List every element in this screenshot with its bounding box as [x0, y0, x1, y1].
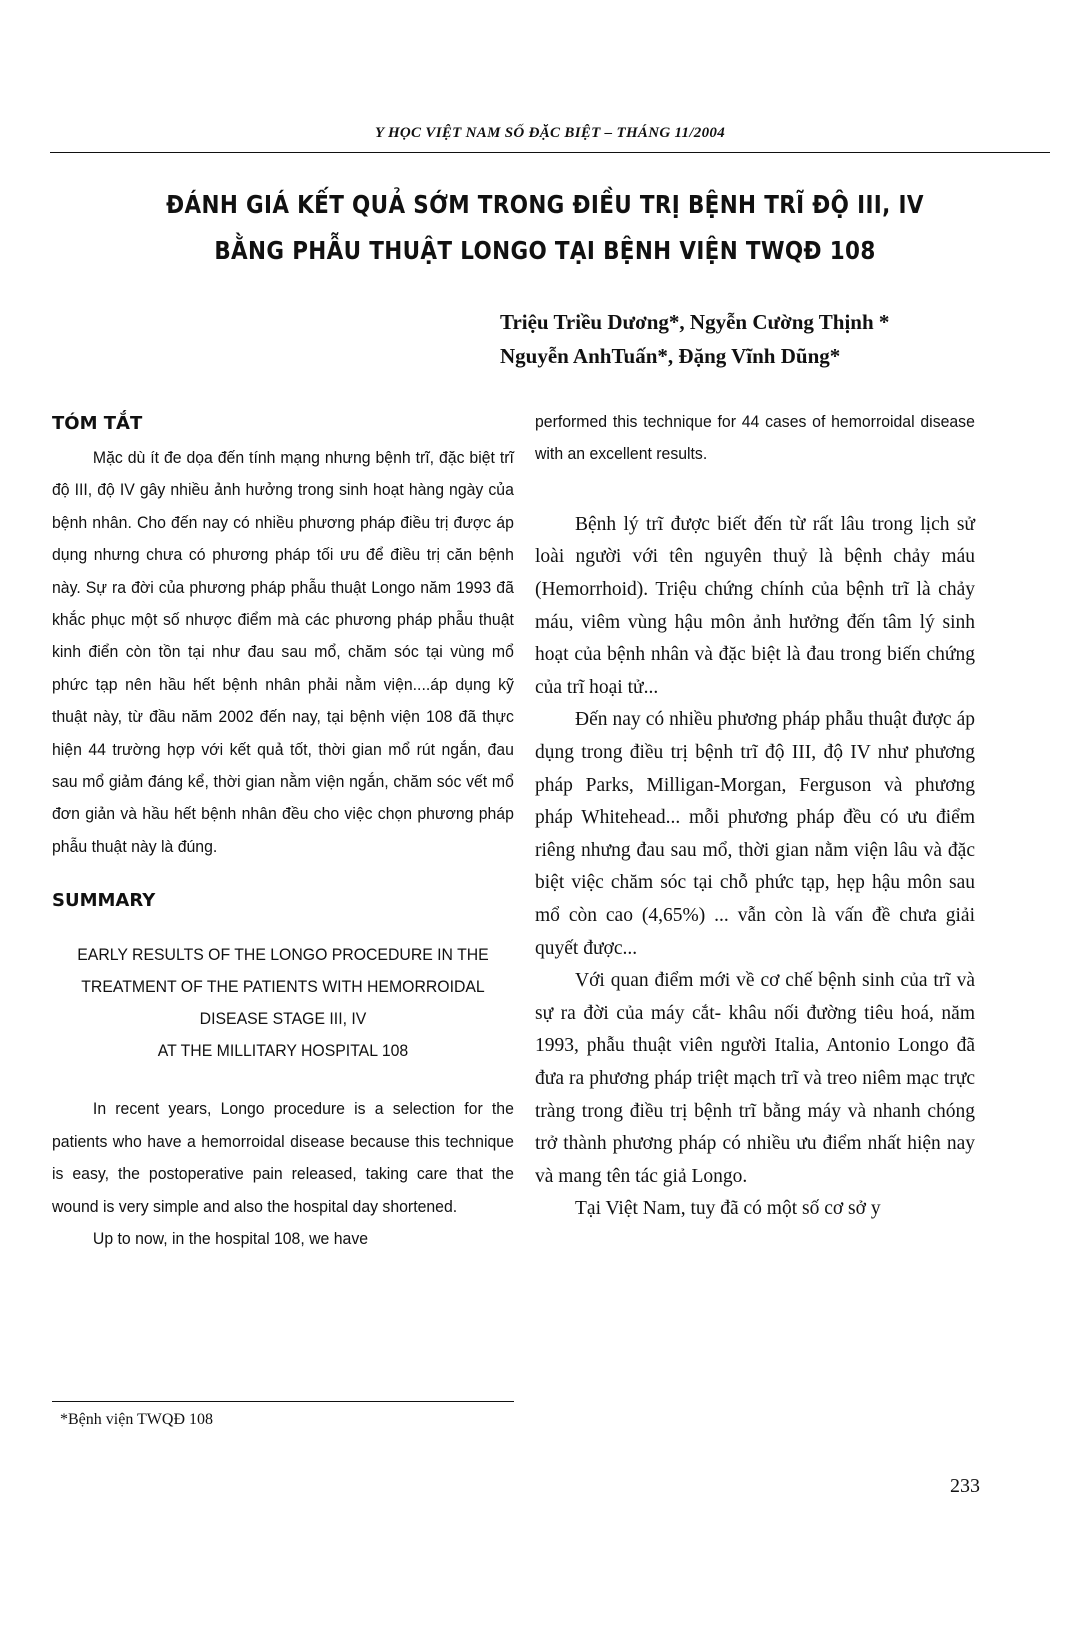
summary-heading: SUMMARY	[52, 890, 156, 912]
english-title-line-2: TREATMENT OF THE PATIENTS WITH HEMORROIDAL	[81, 977, 485, 997]
tom-tat-heading: TÓM TẮT	[52, 413, 143, 434]
english-title	[52, 939, 514, 1067]
right-column	[535, 410, 975, 1226]
title-line-2: BẰNG PHẪU THUẬT LONGO TẠI BỆNH VIỆN TWQĐ 108	[214, 236, 876, 265]
summary-continued: performed this technique for 44 cases of hemorroidal disease with an excellent results.	[535, 412, 975, 464]
tom-tat-paragraph: Mặc dù ít đe dọa đến tính mạng nhưng bệnh trĩ, đặc biệt trĩ độ III, độ IV gây nhiều ảnh hưởng trong sinh hoạt hàng ngày của bệnh nhân. Cho đến nay có nhiều phương pháp điều trị được áp dụng nhưng chưa có phương pháp tối ưu để điều trị căn bệnh này. Sự ra đời của phương pháp phẫu thuật Longo năm 1993 đã khắc phục một số nhược điểm mà các phương pháp phẫu thuật kinh điển còn tồn tại như đau sau mổ, chăm sóc tại vùng mổ phức tạp nên hầu hết bệnh nhân phải nằm viện....áp dụng kỹ thuật này, từ đầu năm 2002 đến nay, tại bệnh viện 108 đã thực hiện 44 trường hợp với kết quả tốt, thời gian mổ rút ngắn, đau sau mổ giảm đáng kể, thời gian nằm viện ngắn, chăm sóc vết mổ đơn giản và hầu hết bệnh nhân đều cho việc chọn phương pháp phẫu thuật này là đúng.	[52, 448, 514, 856]
article-title	[128, 182, 962, 274]
left-column	[52, 410, 514, 1255]
body-paragraph-1: Bệnh lý trĩ được biết đến từ rất lâu trong lịch sử loài người với tên nguyên thuỷ là bệnh chảy máu (Hemorrhoid). Triệu chứng chính của bệnh trĩ là chảy máu, viêm vùng hậu môn ảnh hưởng đến tâm lý sinh hoạt của bệnh nhân và đặc biệt là đau trong biến chứng của trĩ hoại tử...	[535, 513, 975, 698]
page-number: 233	[950, 1475, 980, 1497]
english-title-line-1: EARLY RESULTS OF THE LONGO PROCEDURE IN THE	[77, 945, 489, 965]
summary-paragraph-1: In recent years, Longo procedure is a selection for the patients who have a hemorroidal disease because this technique is easy, the postoperative pain released, taking care that the wound is very simple and also the hospital day shortened.	[52, 1099, 514, 1216]
body-paragraph-4: Tại Việt Nam, tuy đã có một số cơ sở y	[575, 1198, 881, 1220]
footnote-rule	[52, 1401, 514, 1402]
header-rule	[50, 152, 1050, 153]
footnote: *Bệnh viện TWQĐ 108	[60, 1411, 214, 1428]
running-header: Y HỌC VIỆT NAM SỐ ĐẶC BIỆT – THÁNG 11/2004	[374, 125, 725, 141]
title-line-1: ĐÁNH GIÁ KẾT QUẢ SỚM TRONG ĐIỀU TRỊ BỆNH TRĨ ĐỘ III, IV	[166, 190, 924, 219]
summary-paragraph-2: Up to now, in the hospital 108, we have	[92, 1228, 369, 1248]
author-list	[500, 305, 1060, 373]
body-paragraph-2: Đến nay có nhiều phương pháp phẫu thuật được áp dụng trong điều trị bệnh trĩ độ III, độ IV như phương pháp Parks, Milligan-Morgan, Ferguson và phương pháp Whitehead... mỗi phương pháp đều có ưu điểm riêng nhưng đau sau mổ, thời gian nằm viện lâu và đặc biệt việc chăm sóc tại chỗ phức tạp, hẹp hậu môn sau mổ còn cao (4,65%) ... vẫn còn là vấn đề chưa giải quyết được...	[535, 709, 975, 959]
author-line-1: Triệu Triều Dương*, Ngyễn Cường Thịnh *	[500, 310, 890, 334]
english-title-line-4: AT THE MILLITARY HOSPITAL 108	[157, 1041, 409, 1061]
body-paragraph-3: Với quan điểm mới về cơ chế bệnh sinh của trĩ và sự ra đời của máy cắt- khâu nối đường tiêu hoá, năm 1993, phẫu thuật viên người Italia, Antonio Longo đã đưa ra phương pháp triệt mạch trĩ và treo niêm mạc trực tràng trong điều trị bệnh trĩ bằng máy và nhanh chóng trở thành phương pháp có nhiều ưu điểm nhất hiện nay và mang tên tác giả Longo.	[535, 970, 975, 1187]
english-title-line-3: DISEASE STAGE III, IV	[199, 1009, 367, 1029]
author-line-2: Nguyễn AnhTuấn*, Đặng Vĩnh Dũng*	[500, 344, 841, 368]
